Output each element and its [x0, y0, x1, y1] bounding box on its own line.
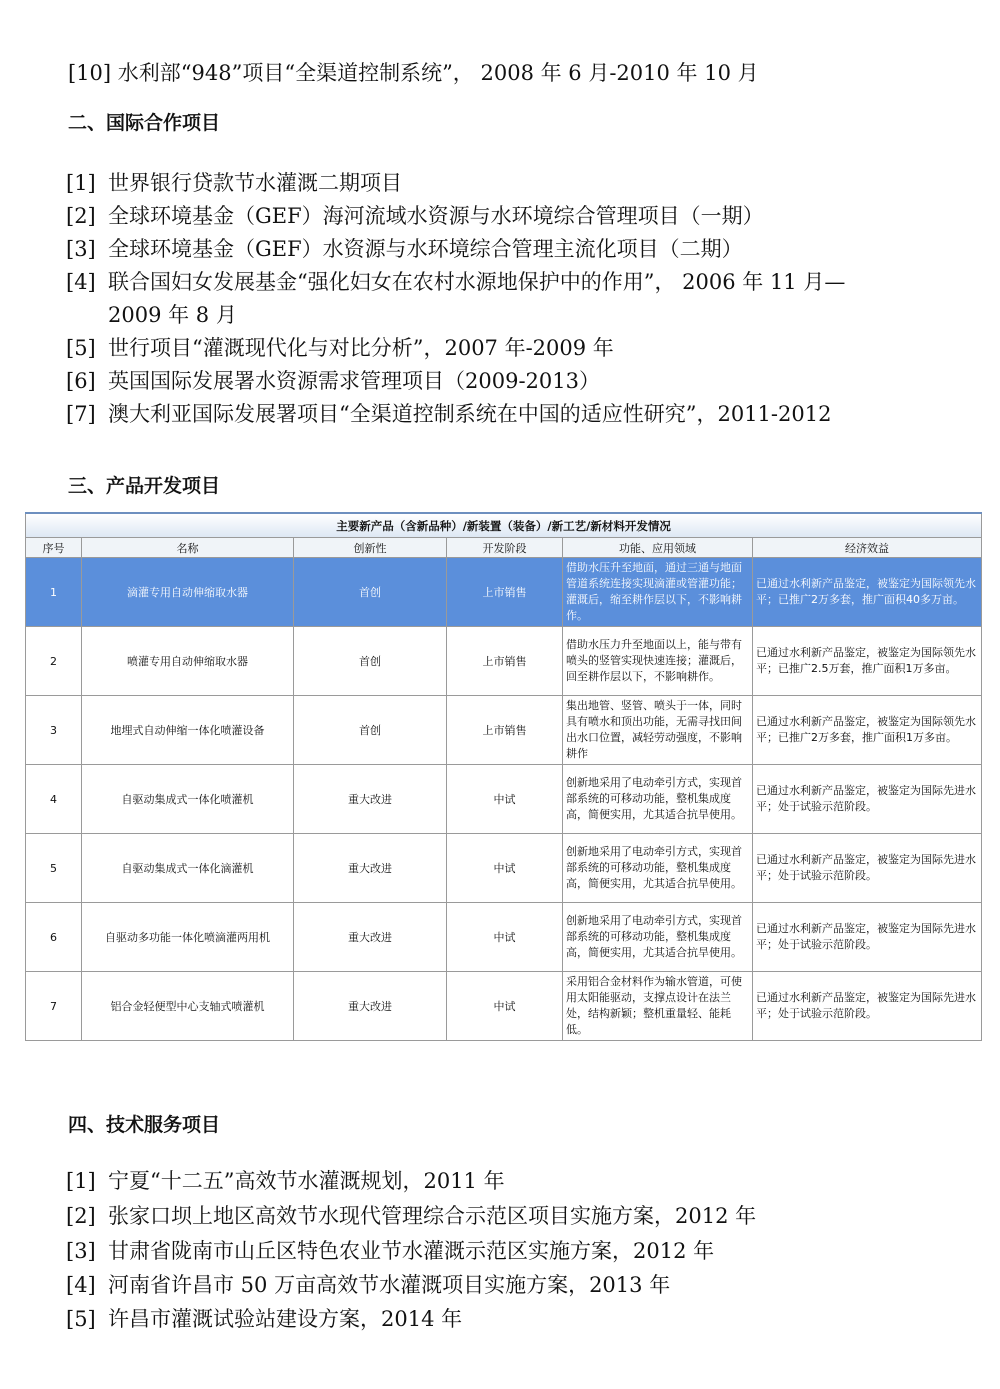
stage-cell: 中试 — [447, 765, 563, 834]
list-item — [66, 1203, 756, 1229]
function-cell — [563, 972, 753, 1041]
column-header: 序号 — [26, 538, 82, 558]
row-number: 5 — [26, 834, 82, 903]
stage-cell: 上市销售 — [447, 558, 563, 627]
list-item-ref: [2] — [66, 204, 96, 228]
row-number: 4 — [26, 765, 82, 834]
list-item-ref: [4] — [66, 270, 96, 294]
innovation-cell: 重大改进 — [294, 903, 447, 972]
stage-cell: 上市销售 — [447, 696, 563, 765]
table-caption: 主要新产品（含新品种）/新装置（装备）/新工艺/新材料开发情况 — [26, 513, 982, 538]
function-cell — [563, 558, 753, 627]
list-item-ref: [2] — [66, 1204, 96, 1228]
list-item — [66, 1168, 505, 1194]
list-item-text: 甘肃省陇南市山丘区特色农业节水灌溉示范区实施方案，2012 年 — [108, 1239, 715, 1263]
list-item-text: 澳大利亚国际发展署项目“全渠道控制系统在中国的适应性研究”，2011-2012 — [108, 402, 832, 426]
section-heading-products: 三、产品开发项目 — [68, 475, 221, 497]
benefit-text: 已通过水利新产品鉴定，被鉴定为国际先进水平；处于试验示范阶段。 — [756, 991, 976, 1020]
benefit-cell — [753, 972, 982, 1041]
product-name: 喷灌专用自动伸缩取水器 — [82, 627, 294, 696]
function-text: 借助水压升至地面，通过三通与地面管道系统连接实现滴灌或管灌功能；灌溉后，缩至耕作层以下，不影响耕作。 — [566, 561, 742, 622]
stage-cell: 中试 — [447, 972, 563, 1041]
list-item-text: 全球环境基金（GEF）水资源与水环境综合管理主流化项目（二期） — [108, 237, 743, 261]
function-cell — [563, 903, 753, 972]
list-item-text: 河南省许昌市 50 万亩高效节水灌溉项目实施方案，2013 年 — [108, 1273, 671, 1297]
stage-cell: 中试 — [447, 834, 563, 903]
product-table — [25, 512, 982, 1041]
list-item-text: 世界银行贷款节水灌溉二期项目 — [108, 171, 402, 195]
column-header: 经济效益 — [753, 538, 982, 558]
innovation-cell: 首创 — [294, 627, 447, 696]
function-text: 借助水压力升至地面以上，能与带有喷头的竖管实现快速连接；灌溉后，回至耕作层以下，不影响耕作。 — [566, 638, 742, 683]
function-text: 创新地采用了电动牵引方式，实现首部系统的可移动功能，整机集成度高，简便实用，尤其适合抗旱使用。 — [566, 776, 742, 821]
benefit-cell — [753, 903, 982, 972]
benefit-text: 已通过水利新产品鉴定，被鉴定为国际领先水平；已推广2.5万套，推广面积1万多亩。 — [756, 646, 976, 675]
product-name: 地埋式自动伸缩一体化喷灌设备 — [82, 696, 294, 765]
function-text: 创新地采用了电动牵引方式，实现首部系统的可移动功能，整机集成度高，简便实用，尤其适合抗旱使用。 — [566, 845, 742, 890]
table-row[interactable] — [26, 765, 982, 834]
section-heading-services: 四、技术服务项目 — [68, 1114, 221, 1136]
column-header: 功能、应用领域 — [563, 538, 753, 558]
list-item — [66, 236, 743, 262]
function-text: 创新地采用了电动牵引方式，实现首部系统的可移动功能，整机集成度高，简便实用，尤其适合抗旱使用。 — [566, 914, 742, 959]
row-number: 6 — [26, 903, 82, 972]
function-text: 采用铝合金材料作为输水管道，可使用太阳能驱动，支撑点设计在法兰处，结构新颖；整机重量轻、能耗低。 — [566, 975, 742, 1036]
stage-cell: 中试 — [447, 903, 563, 972]
innovation-cell: 首创 — [294, 696, 447, 765]
benefit-cell — [753, 765, 982, 834]
list-item-text: 世行项目“灌溉现代化与对比分析”，2007 年-2009 年 — [108, 336, 614, 360]
list-item-ref: [4] — [66, 1273, 96, 1297]
list-item-text: 许昌市灌溉试验站建设方案，2014 年 — [108, 1307, 463, 1331]
table-row[interactable] — [26, 834, 982, 903]
list-item-continuation: 2009 年 8 月 — [108, 303, 237, 327]
list-item — [66, 269, 845, 295]
list-item-text: 张家口坝上地区高效节水现代管理综合示范区项目实施方案，2012 年 — [108, 1204, 757, 1228]
function-text: 集出地管、竖管、喷头于一体，同时具有喷水和顶出功能，无需寻找田间出水口位置，减轻劳动强度，不影响耕作 — [566, 699, 742, 760]
table-row[interactable] — [26, 558, 982, 627]
benefit-cell — [753, 558, 982, 627]
function-cell — [563, 765, 753, 834]
benefit-text: 已通过水利新产品鉴定，被鉴定为国际领先水平；已推广2万多套，推广面积1万多亩。 — [756, 715, 976, 744]
innovation-cell: 首创 — [294, 558, 447, 627]
list-item-ref: [1] — [66, 1169, 96, 1193]
function-cell — [563, 834, 753, 903]
list-item-text: 英国国际发展署水资源需求管理项目（2009-2013） — [108, 369, 600, 393]
list-item-ref: [3] — [66, 1239, 96, 1263]
table-row[interactable] — [26, 696, 982, 765]
column-header: 名称 — [82, 538, 294, 558]
list-item — [66, 1272, 670, 1298]
column-header: 开发阶段 — [447, 538, 563, 558]
list-item — [66, 401, 831, 427]
benefit-text: 已通过水利新产品鉴定，被鉴定为国际先进水平；处于试验示范阶段。 — [756, 922, 976, 951]
list-item-ref: [6] — [66, 369, 96, 393]
list-item — [66, 1238, 714, 1264]
benefit-text: 已通过水利新产品鉴定，被鉴定为国际领先水平；已推广2万多套，推广面积40多万亩。 — [756, 577, 976, 606]
list-item-ref: [7] — [66, 402, 96, 426]
benefit-cell — [753, 834, 982, 903]
function-cell — [563, 696, 753, 765]
innovation-cell: 重大改进 — [294, 834, 447, 903]
list-item-ref: [1] — [66, 171, 96, 195]
list-item — [66, 368, 600, 394]
list-item-ref: [3] — [66, 237, 96, 261]
row-number: 1 — [26, 558, 82, 627]
product-name: 铝合金轻便型中心支轴式喷灌机 — [82, 972, 294, 1041]
row-number: 2 — [26, 627, 82, 696]
innovation-cell: 重大改进 — [294, 972, 447, 1041]
top-list-item: [10] 水利部“948”项目“全渠道控制系统”， 2008 年 6 月-2010 年 10 月 — [68, 61, 759, 85]
column-header: 创新性 — [294, 538, 447, 558]
row-number: 3 — [26, 696, 82, 765]
product-name: 自驱动多功能一体化喷滴灌两用机 — [82, 903, 294, 972]
list-item — [66, 203, 764, 229]
section-heading-international: 二、国际合作项目 — [68, 112, 221, 134]
table-row[interactable] — [26, 627, 982, 696]
benefit-cell — [753, 696, 982, 765]
list-item — [66, 1306, 462, 1332]
benefit-text: 已通过水利新产品鉴定，被鉴定为国际先进水平；处于试验示范阶段。 — [756, 853, 976, 882]
product-name: 自驱动集成式一体化滴灌机 — [82, 834, 294, 903]
stage-cell: 上市销售 — [447, 627, 563, 696]
row-number: 7 — [26, 972, 82, 1041]
list-item — [66, 335, 614, 361]
list-item — [66, 170, 402, 196]
product-name: 滴灌专用自动伸缩取水器 — [82, 558, 294, 627]
innovation-cell: 重大改进 — [294, 765, 447, 834]
list-item-ref: [5] — [66, 1307, 96, 1331]
product-name: 自驱动集成式一体化喷灌机 — [82, 765, 294, 834]
list-item-ref: [5] — [66, 336, 96, 360]
list-item-text: 联合国妇女发展基金“强化妇女在农村水源地保护中的作用”， 2006 年 11 月— — [108, 270, 846, 294]
table-row[interactable] — [26, 903, 982, 972]
list-item-text: 宁夏“十二五”高效节水灌溉规划，2011 年 — [108, 1169, 505, 1193]
benefit-text: 已通过水利新产品鉴定，被鉴定为国际先进水平；处于试验示范阶段。 — [756, 784, 976, 813]
list-item-text: 全球环境基金（GEF）海河流域水资源与水环境综合管理项目（一期） — [108, 204, 764, 228]
benefit-cell — [753, 627, 982, 696]
table-row[interactable] — [26, 972, 982, 1041]
function-cell — [563, 627, 753, 696]
